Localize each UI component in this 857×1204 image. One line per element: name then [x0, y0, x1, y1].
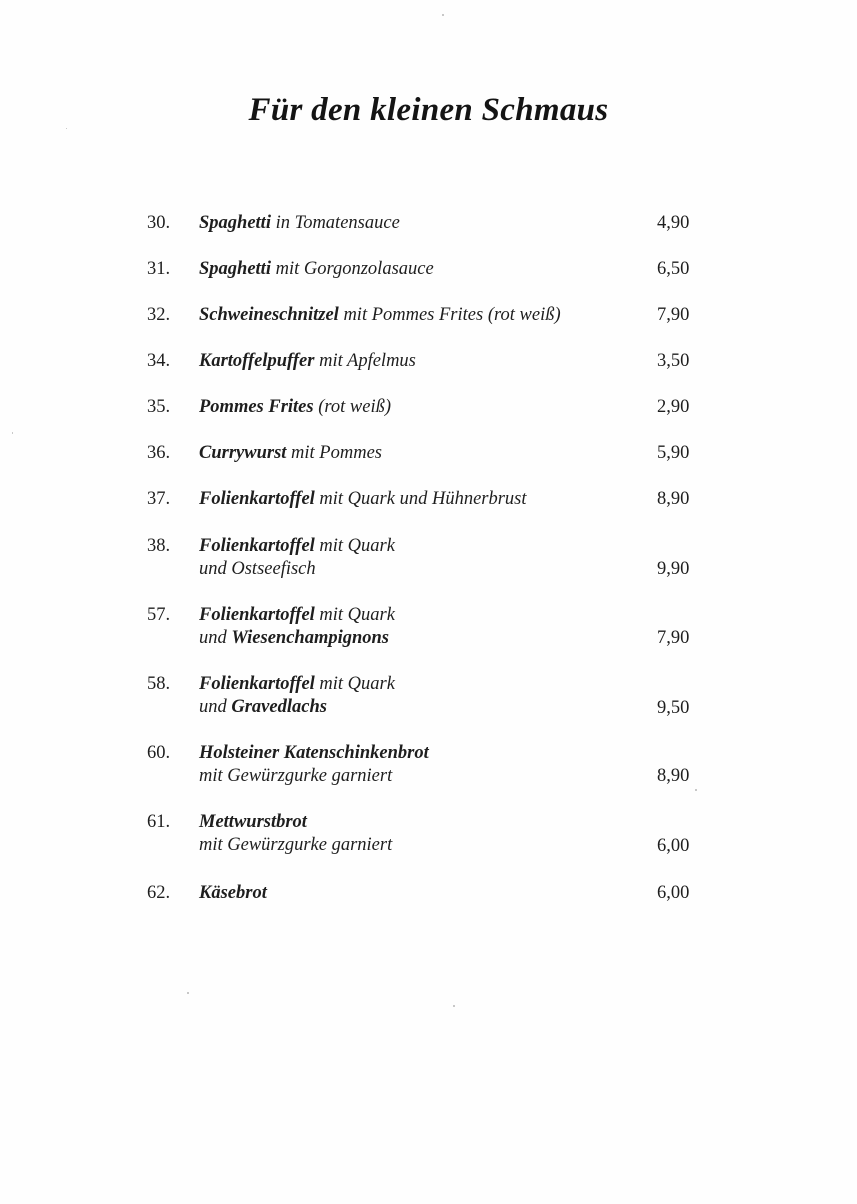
- item-detail: mit Gorgonzolasauce: [270, 259, 434, 279]
- item-detail-line2: und Ostseefisch: [199, 559, 316, 579]
- item-description: [199, 673, 639, 719]
- item-number: 38.: [147, 536, 171, 556]
- page-title: Für den kleinen Schmaus: [248, 92, 609, 128]
- item-number: 36.: [147, 443, 171, 463]
- item-number: 37.: [147, 489, 171, 509]
- item-number: 32.: [147, 305, 171, 325]
- item-price: 6,00: [657, 836, 690, 856]
- item-detail: in Tomatensauce: [270, 213, 400, 233]
- item-description: [199, 350, 639, 373]
- item-number: 57.: [147, 605, 171, 625]
- item-price: 7,90: [657, 628, 690, 648]
- item-number: 58.: [147, 674, 171, 694]
- item-price: 9,50: [657, 698, 690, 718]
- scan-speck: [12, 432, 13, 434]
- item-price: 6,50: [657, 259, 690, 279]
- item-price: 8,90: [657, 489, 690, 509]
- item-name: Folienkartoffel: [199, 674, 315, 694]
- item-description: [199, 811, 639, 857]
- item-name: Käsebrot: [199, 883, 267, 903]
- item-description: [199, 442, 639, 465]
- scan-speck: [695, 789, 697, 791]
- item-detail: mit Apfelmus: [314, 351, 416, 371]
- item-price: 4,90: [657, 213, 690, 233]
- item-name: Holsteiner Katenschinkenbrot: [199, 743, 429, 763]
- item-number: 61.: [147, 812, 171, 832]
- item-description: [199, 212, 639, 235]
- item-detail: mit Quark und Hühnerbrust: [314, 489, 527, 509]
- item-number: 35.: [147, 397, 171, 417]
- scan-speck: [66, 128, 67, 129]
- item-name: Kartoffelpuffer: [199, 351, 315, 371]
- item-description: [199, 396, 639, 419]
- item-number: 34.: [147, 351, 171, 371]
- item-name: Folienkartoffel: [199, 536, 315, 556]
- item-description: [199, 742, 639, 788]
- item-name: Schweineschnitzel: [199, 305, 339, 325]
- item-number: 62.: [147, 883, 171, 903]
- item-price: 6,00: [657, 883, 690, 903]
- item-price: 2,90: [657, 397, 690, 417]
- item-description: [199, 488, 639, 511]
- item-description: [199, 535, 639, 581]
- item-name: Mettwurstbrot: [199, 812, 307, 832]
- item-detail: mit Pommes Frites (rot weiß): [338, 305, 561, 325]
- item-number: 30.: [147, 213, 171, 233]
- item-description: [199, 258, 639, 281]
- item-detail-line2: mit Gewürzgurke garniert: [199, 766, 393, 786]
- item-name: Folienkartoffel: [199, 605, 315, 625]
- item-name: Pommes Frites: [199, 397, 314, 417]
- item-number: 31.: [147, 259, 171, 279]
- item-detail: mit Quark: [314, 536, 395, 556]
- item-name: Folienkartoffel: [199, 489, 315, 509]
- item-price: 5,90: [657, 443, 690, 463]
- item-detail: (rot weiß): [313, 397, 392, 417]
- item-number: 60.: [147, 743, 171, 763]
- item-name: Spaghetti: [199, 259, 271, 279]
- scan-speck: [187, 992, 189, 994]
- item-detail: mit Quark: [314, 674, 395, 694]
- item-name-line2: Gravedlachs: [231, 697, 327, 717]
- item-price: 3,50: [657, 351, 690, 371]
- scan-speck: [453, 1005, 455, 1007]
- scan-speck: [442, 14, 444, 16]
- item-price: 7,90: [657, 305, 690, 325]
- item-detail: mit Quark: [314, 605, 395, 625]
- item-description: [199, 882, 639, 905]
- item-detail-line2: mit Gewürzgurke garniert: [199, 835, 393, 855]
- item-name-line2: Wiesenchampignons: [231, 628, 389, 648]
- item-description: [199, 304, 639, 327]
- item-detail-line2: und: [199, 628, 232, 648]
- item-price: 9,90: [657, 559, 690, 579]
- item-detail: mit Pommes: [286, 443, 382, 463]
- item-name: Currywurst: [199, 443, 287, 463]
- item-description: [199, 604, 639, 650]
- item-name: Spaghetti: [199, 213, 271, 233]
- item-price: 8,90: [657, 766, 690, 786]
- item-detail-line2: und: [199, 697, 232, 717]
